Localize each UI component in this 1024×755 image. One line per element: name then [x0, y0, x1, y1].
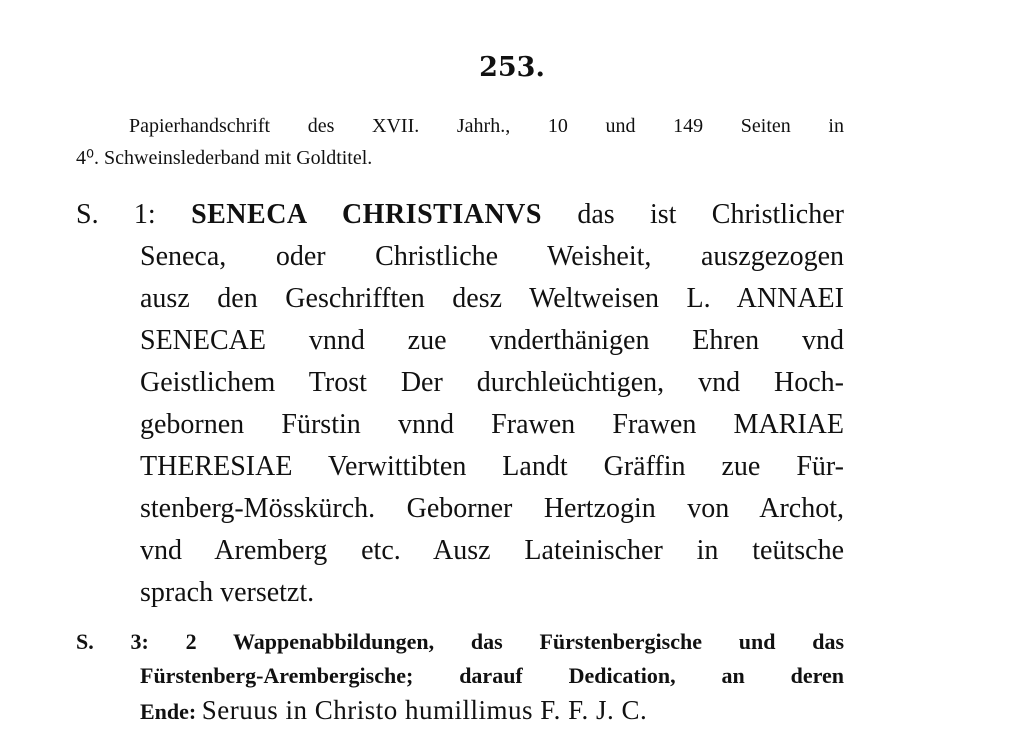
entry-page-3-ende: Ende:	[140, 699, 197, 724]
closing-formula: Seruus in Christo humillimus F. F. J. C.	[201, 695, 648, 725]
entry-page-1-line-7: THERESIAE Verwittibten Landt Gräffin zue Für-	[140, 451, 844, 482]
entry-page-1-line-9: vnd Aremberg etc. Ausz Lateinischer in teütsche	[140, 535, 844, 566]
entry-page-1-line-1: das ist Christlicher	[577, 199, 844, 230]
entry-page-1-line-6: gebornen Fürstin vnnd Frawen Frawen MARIAE	[140, 409, 844, 440]
entry-page-1-line-10: sprach versetzt.	[140, 577, 315, 608]
entry-page-3-first-line	[76, 625, 844, 659]
manuscript-description	[76, 110, 844, 174]
description-line-1: Papierhandschrift des XVII. Jahrh., 10 und 149 Seiten in	[129, 115, 844, 137]
entry-page-1-first-line	[76, 194, 844, 236]
description-line-2: 4⁰. Schweinslederband mit Goldtitel.	[76, 147, 373, 169]
entry-page-1-label: S. 1:	[76, 199, 156, 230]
entry-page-1-text	[76, 194, 844, 614]
entry-page-1-line-5: Geistlichem Trost Der durchleüchtigen, vnd Hoch-	[140, 367, 844, 398]
page-number: 253.	[479, 52, 545, 83]
entry-page-1-line-8: stenberg-Mösskürch. Geborner Hertzogin von Archot,	[140, 493, 844, 524]
entry-page-1-line-3: ausz den Geschrifften desz Weltweisen L. ANNAEI	[140, 283, 844, 314]
entry-page-1-line-4: SENECAE vnnd zue vnderthänigen Ehren vnd	[140, 325, 844, 356]
entry-page-3-line-1: 2 Wappenabbildungen, das Fürstenbergische und das	[185, 629, 845, 654]
entry-page-3-label: S. 3:	[76, 629, 149, 654]
entry-page-3-line-2: Fürstenberg-Arembergische; darauf Dedication, an deren	[140, 663, 844, 688]
work-title: SENECA CHRISTIANVS	[191, 199, 542, 230]
entry-page-1-line-2: Seneca, oder Christliche Weisheit, auszgezogen	[140, 241, 844, 272]
entry-page-3-line-3	[76, 693, 844, 729]
entry-page-3-text	[76, 625, 844, 729]
